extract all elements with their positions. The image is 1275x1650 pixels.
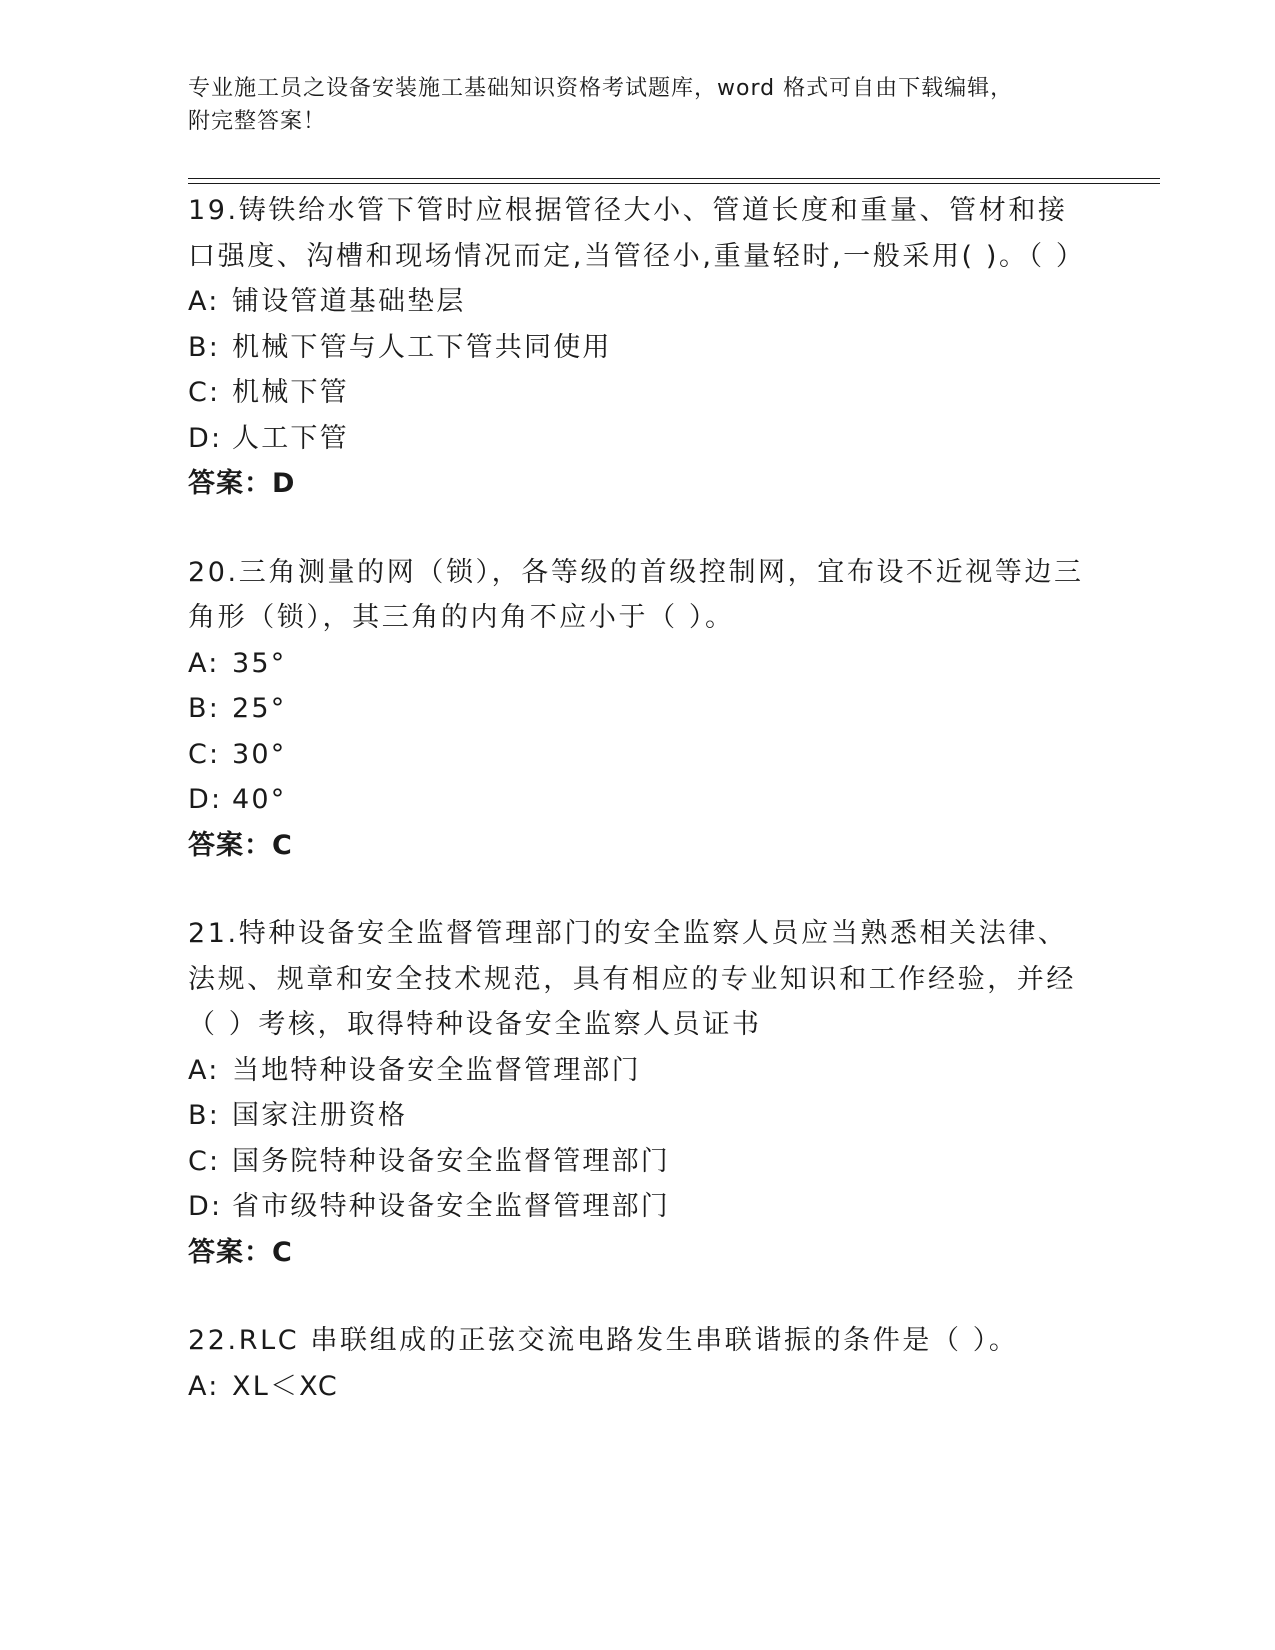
option-text: 40° bbox=[232, 784, 287, 815]
option-key: A: bbox=[188, 647, 220, 679]
option-a bbox=[188, 641, 1088, 687]
option-d bbox=[188, 416, 1088, 462]
option-key: A: bbox=[188, 1370, 220, 1402]
option-a bbox=[188, 1364, 1088, 1410]
option-key: D: bbox=[188, 784, 223, 815]
option-text: 当地特种设备安全监督管理部门 bbox=[232, 1054, 641, 1086]
option-text: 25° bbox=[232, 693, 287, 724]
question-stem: 22.RLC 串联组成的正弦交流电路发生串联谐振的条件是（ ）。 bbox=[188, 1325, 1019, 1356]
option-text: 人工下管 bbox=[232, 422, 349, 454]
option-key: D: bbox=[188, 1191, 223, 1222]
answer-label: 答案：C bbox=[188, 829, 293, 861]
option-text: 国务院特种设备安全监督管理部门 bbox=[232, 1145, 670, 1177]
option-text: 30° bbox=[232, 738, 287, 770]
option-a bbox=[188, 1048, 1088, 1094]
answer-label: 答案：C bbox=[188, 1236, 293, 1268]
option-text: 机械下管 bbox=[232, 377, 349, 408]
header-line-2: 附完整答案！ bbox=[188, 109, 327, 134]
option-text: 机械下管与人工下管共同使用 bbox=[232, 331, 612, 363]
option-a bbox=[188, 279, 1088, 325]
option-b bbox=[188, 686, 1088, 732]
option-key: D: bbox=[188, 422, 223, 454]
question-stem: 21.特种设备安全监督管理部门的安全监察人员应当熟悉相关法律、法规、规章和安全技术规范，具有相应的专业知识和工作经验，并经（ ）考核，取得特种设备安全监察人员证书 bbox=[188, 918, 1076, 1040]
option-key: C: bbox=[188, 377, 221, 408]
option-key: B: bbox=[188, 331, 221, 363]
option-b bbox=[188, 325, 1088, 371]
option-d bbox=[188, 777, 1088, 823]
option-key: B: bbox=[188, 693, 221, 724]
option-b bbox=[188, 1093, 1088, 1139]
option-key: C: bbox=[188, 1145, 221, 1177]
option-text: 35° bbox=[232, 647, 287, 679]
option-d bbox=[188, 1184, 1088, 1230]
option-text: 国家注册资格 bbox=[232, 1100, 408, 1131]
option-text: XL＜XC bbox=[232, 1370, 339, 1402]
option-key: B: bbox=[188, 1100, 221, 1131]
option-key: A: bbox=[188, 286, 220, 317]
option-c bbox=[188, 732, 1088, 778]
document-header bbox=[188, 72, 1088, 138]
header-line-1: 专业施工员之设备安装施工基础知识资格考试题库，word 格式可自由下载编辑， bbox=[188, 76, 1014, 101]
question-19 bbox=[188, 188, 1088, 507]
header-divider bbox=[188, 178, 1160, 184]
question-21 bbox=[188, 911, 1088, 1275]
question-stem: 19.铸铁给水管下管时应根据管径大小、管道长度和重量、管材和接口强度、沟槽和现场情况而定,当管径小,重量轻时,一般采用( )。（ ） bbox=[188, 195, 1086, 272]
option-key: C: bbox=[188, 738, 221, 770]
option-c bbox=[188, 370, 1088, 416]
option-c bbox=[188, 1139, 1088, 1185]
question-stem: 20.三角测量的网（锁），各等级的首级控制网，宜布设不近视等边三角形（锁），其三角的内角不应小于（ ）。 bbox=[188, 556, 1084, 633]
option-key: A: bbox=[188, 1054, 220, 1086]
question-list bbox=[188, 188, 1088, 1452]
question-22 bbox=[188, 1318, 1088, 1409]
answer-label: 答案：D bbox=[188, 468, 296, 499]
option-text: 铺设管道基础垫层 bbox=[232, 286, 466, 317]
option-text: 省市级特种设备安全监督管理部门 bbox=[232, 1191, 670, 1222]
question-20 bbox=[188, 550, 1088, 869]
